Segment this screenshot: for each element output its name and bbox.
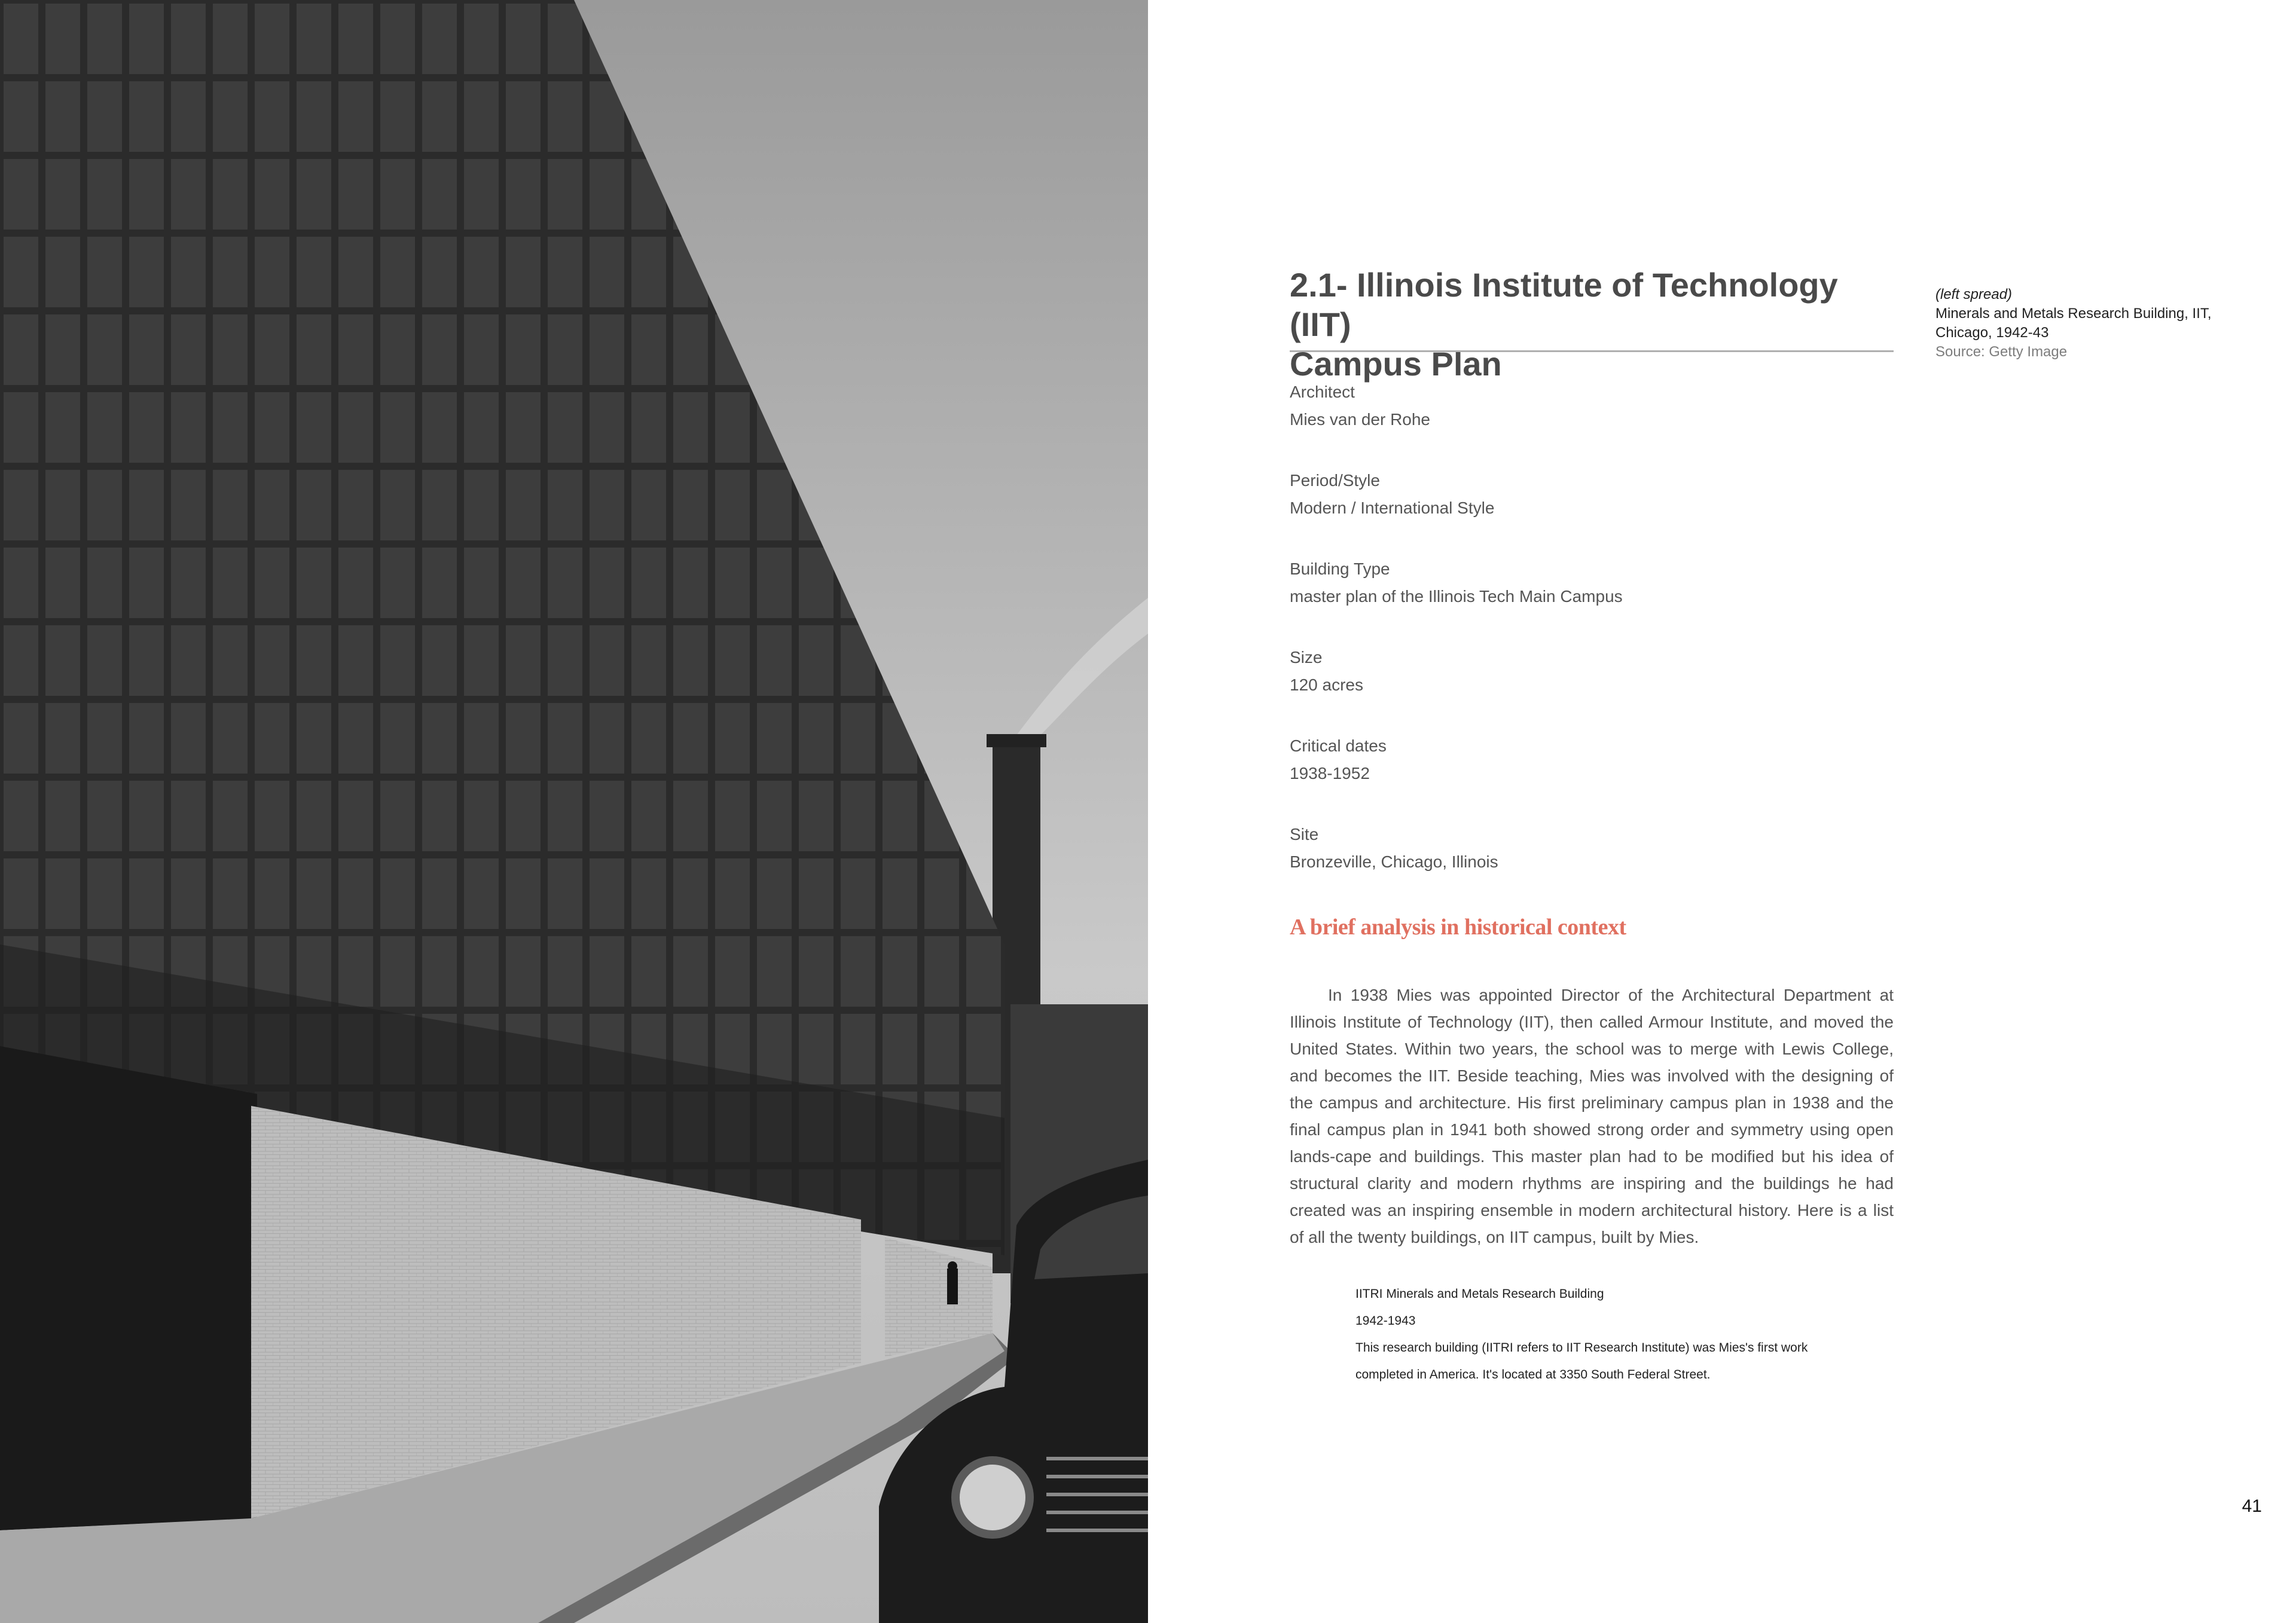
fact-value: Modern / International Style [1290, 499, 1495, 517]
fact-label: Architect [1290, 383, 1355, 401]
building-list-item [1355, 1280, 1870, 1388]
fact-site [1290, 821, 1894, 909]
page-title-line1: 2.1- Illinois Institute of Technology (IIT) [1290, 266, 1838, 343]
pedestrian [947, 1269, 958, 1304]
fact-period-style [1290, 467, 1894, 555]
fact-critical-dates [1290, 732, 1894, 821]
fact-label: Building Type [1290, 560, 1390, 578]
fact-size [1290, 644, 1894, 732]
fact-value: Bronzeville, Chicago, Illinois [1290, 852, 1498, 871]
car-headlight [955, 1460, 1030, 1535]
fact-label: Critical dates [1290, 736, 1387, 755]
building-item-desc-line2: completed in America. It's located at 3350 South Federal Street. [1355, 1368, 1711, 1381]
fact-building-type [1290, 555, 1894, 644]
title-divider [1290, 350, 1894, 352]
fact-value: 120 acres [1290, 676, 1363, 694]
building-item-desc-line1: This research building (IITRI refers to IIT Research Institute) was Mies's first work [1355, 1341, 1808, 1355]
photo-caption [1935, 285, 2246, 362]
page-number: 41 [2242, 1496, 2262, 1516]
text-page [1148, 0, 2296, 1623]
analysis-body: In 1938 Mies was appointed Director of the Architectural Department at Illinois Institute of Technology (IIT), then called Armour Institute, and moved the United States. Within two years, the school was to merge with Lewis College, and becomes the IIT. Beside teaching, Mies was involved with the designing of the campus and architecture. His first preliminary campus plan in 1938 and the final campus plan in 1941 both showed strong order and symmetry using open lands-cape and buildings. This master plan had to be modified but his idea of structural clarity and modern rhythms are inspiring and the buildings he had created was an inspiring ensemble in modern architectural history. Here is a list of all the twenty buildings, on IIT campus, built by Mies. [1290, 986, 1894, 1246]
lower-dark-wall [0, 1046, 257, 1530]
fact-architect [1290, 378, 1894, 467]
fact-list [1290, 378, 1894, 909]
analysis-heading: A brief analysis in historical context [1290, 915, 1626, 940]
chimney-cap [987, 734, 1046, 747]
page-title-line2: Campus Plan [1290, 345, 1502, 383]
caption-spread-note: (left spread) [1935, 286, 2013, 302]
building-item-name: IITRI Minerals and Metals Research Building [1355, 1287, 1604, 1301]
caption-source: Source: Getty Image [1935, 344, 2068, 360]
fact-label: Size [1290, 648, 1323, 667]
pedestrian-head [948, 1261, 957, 1271]
building-item-dates: 1942-1943 [1355, 1314, 1416, 1328]
fact-value: Mies van der Rohe [1290, 410, 1431, 429]
fact-label: Period/Style [1290, 471, 1380, 490]
caption-title-line1: Minerals and Metals Research Building, IIT, [1935, 305, 2212, 322]
fact-value: master plan of the Illinois Tech Main Campus [1290, 587, 1623, 606]
page-title [1290, 265, 1894, 384]
fact-value: 1938-1952 [1290, 764, 1370, 783]
fact-label: Site [1290, 825, 1319, 843]
caption-title-line2: Chicago, 1942-43 [1935, 325, 2049, 341]
